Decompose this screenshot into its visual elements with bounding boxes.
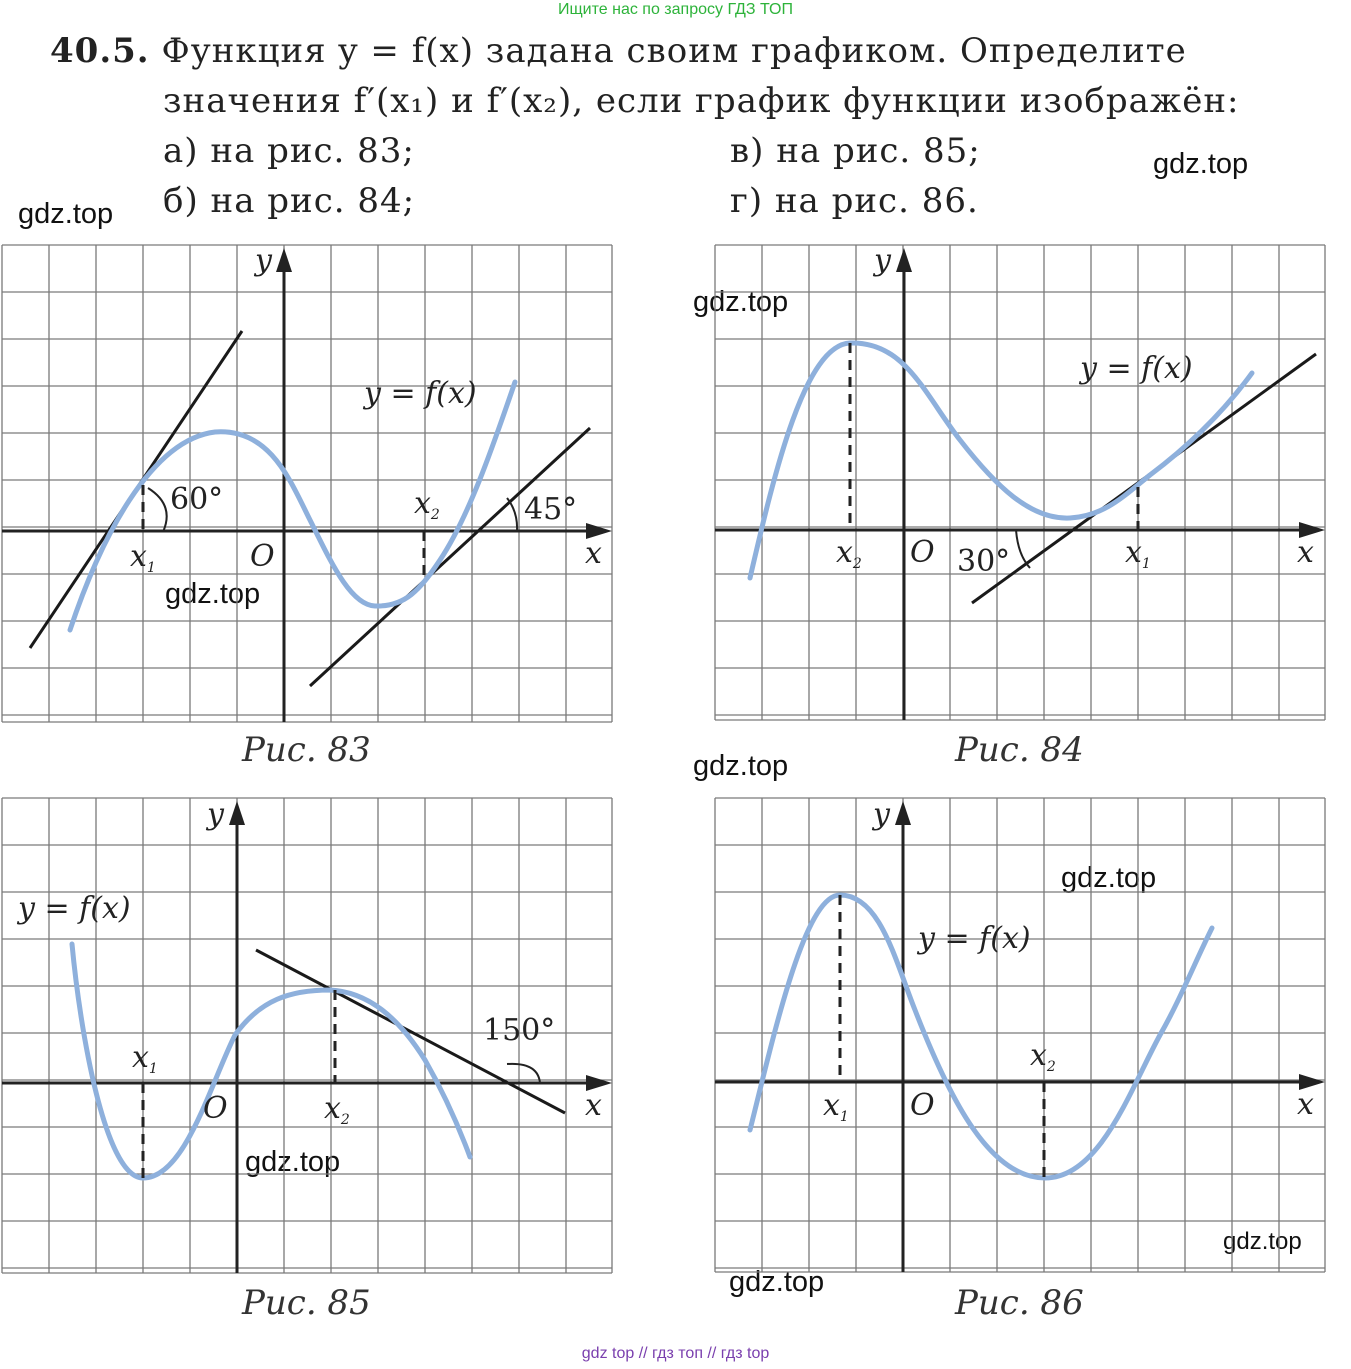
origin-label: O [250, 539, 275, 574]
y-axis-label: y [874, 243, 891, 278]
function-label: y = f(x) [18, 891, 131, 926]
watermark: gdz.top [1223, 1228, 1302, 1255]
caption-83: Рис. 83 [242, 730, 371, 770]
y-axis-label: y [207, 797, 224, 832]
origin-label: O [203, 1091, 228, 1126]
watermark: gdz.top [245, 1146, 341, 1178]
watermark: gdz.top [693, 750, 789, 782]
x-axis-label: x [585, 536, 602, 571]
x-axis-label: x [1297, 1087, 1314, 1122]
caption-85: Рис. 85 [242, 1283, 371, 1323]
problem-line-2: значения f′(x₁) и f′(x₂), если график функции изображён: [163, 81, 1240, 121]
problem-number: 40.5. [50, 31, 150, 71]
x-axis-label: x [1297, 535, 1314, 570]
problem-item-b: б) на рис. 84; [163, 181, 416, 221]
origin-label: O [910, 535, 935, 570]
x2-label: $x_2$ [414, 486, 440, 523]
watermark: gdz.top [729, 1266, 825, 1298]
x1-label: $x_1$ [1125, 535, 1151, 572]
angle-label-150: 150° [483, 1013, 556, 1048]
problem-text-1: Функция y = f(x) задана своим графиком. Определите [161, 31, 1187, 71]
caption-84: Рис. 84 [955, 730, 1084, 770]
x1-label: $x_1$ [130, 539, 156, 576]
problem-item-a: а) на рис. 83; [163, 131, 415, 171]
y-axis-arrow [895, 801, 911, 825]
origin-label: O [910, 1088, 935, 1123]
x2-label: $x_2$ [324, 1091, 350, 1128]
x2-label: $x_2$ [836, 535, 862, 572]
function-label: y = f(x) [1080, 351, 1193, 386]
angle-label-30: 30° [957, 544, 1011, 579]
function-label: y = f(x) [364, 376, 477, 411]
x2-label: $x_2$ [1030, 1038, 1056, 1075]
caption-86: Рис. 86 [955, 1283, 1084, 1323]
problem-item-v: в) на рис. 85; [730, 131, 981, 171]
angle-label-45: 45° [524, 492, 578, 527]
problem-item-g: г) на рис. 86. [730, 181, 979, 221]
x-axis-label: x [585, 1088, 602, 1123]
watermark: gdz.top [165, 578, 261, 610]
x1-label: $x_1$ [823, 1088, 849, 1125]
top-banner: Ищите нас по запросу ГДЗ ТОП [558, 1, 793, 18]
x1-label: $x_1$ [132, 1040, 158, 1077]
watermark: gdz.top [693, 286, 789, 318]
watermark: gdz.top [1153, 148, 1249, 180]
watermark: gdz.top [18, 198, 114, 230]
y-axis-label: y [873, 797, 890, 832]
angle-label-60: 60° [170, 482, 224, 517]
bottom-banner: gdz top // гдз топ // гдз top [581, 1345, 770, 1362]
watermark: gdz.top [1061, 862, 1157, 894]
function-label: y = f(x) [918, 921, 1031, 956]
y-axis-label: y [255, 243, 272, 278]
figure-86-grid [715, 798, 1325, 1272]
